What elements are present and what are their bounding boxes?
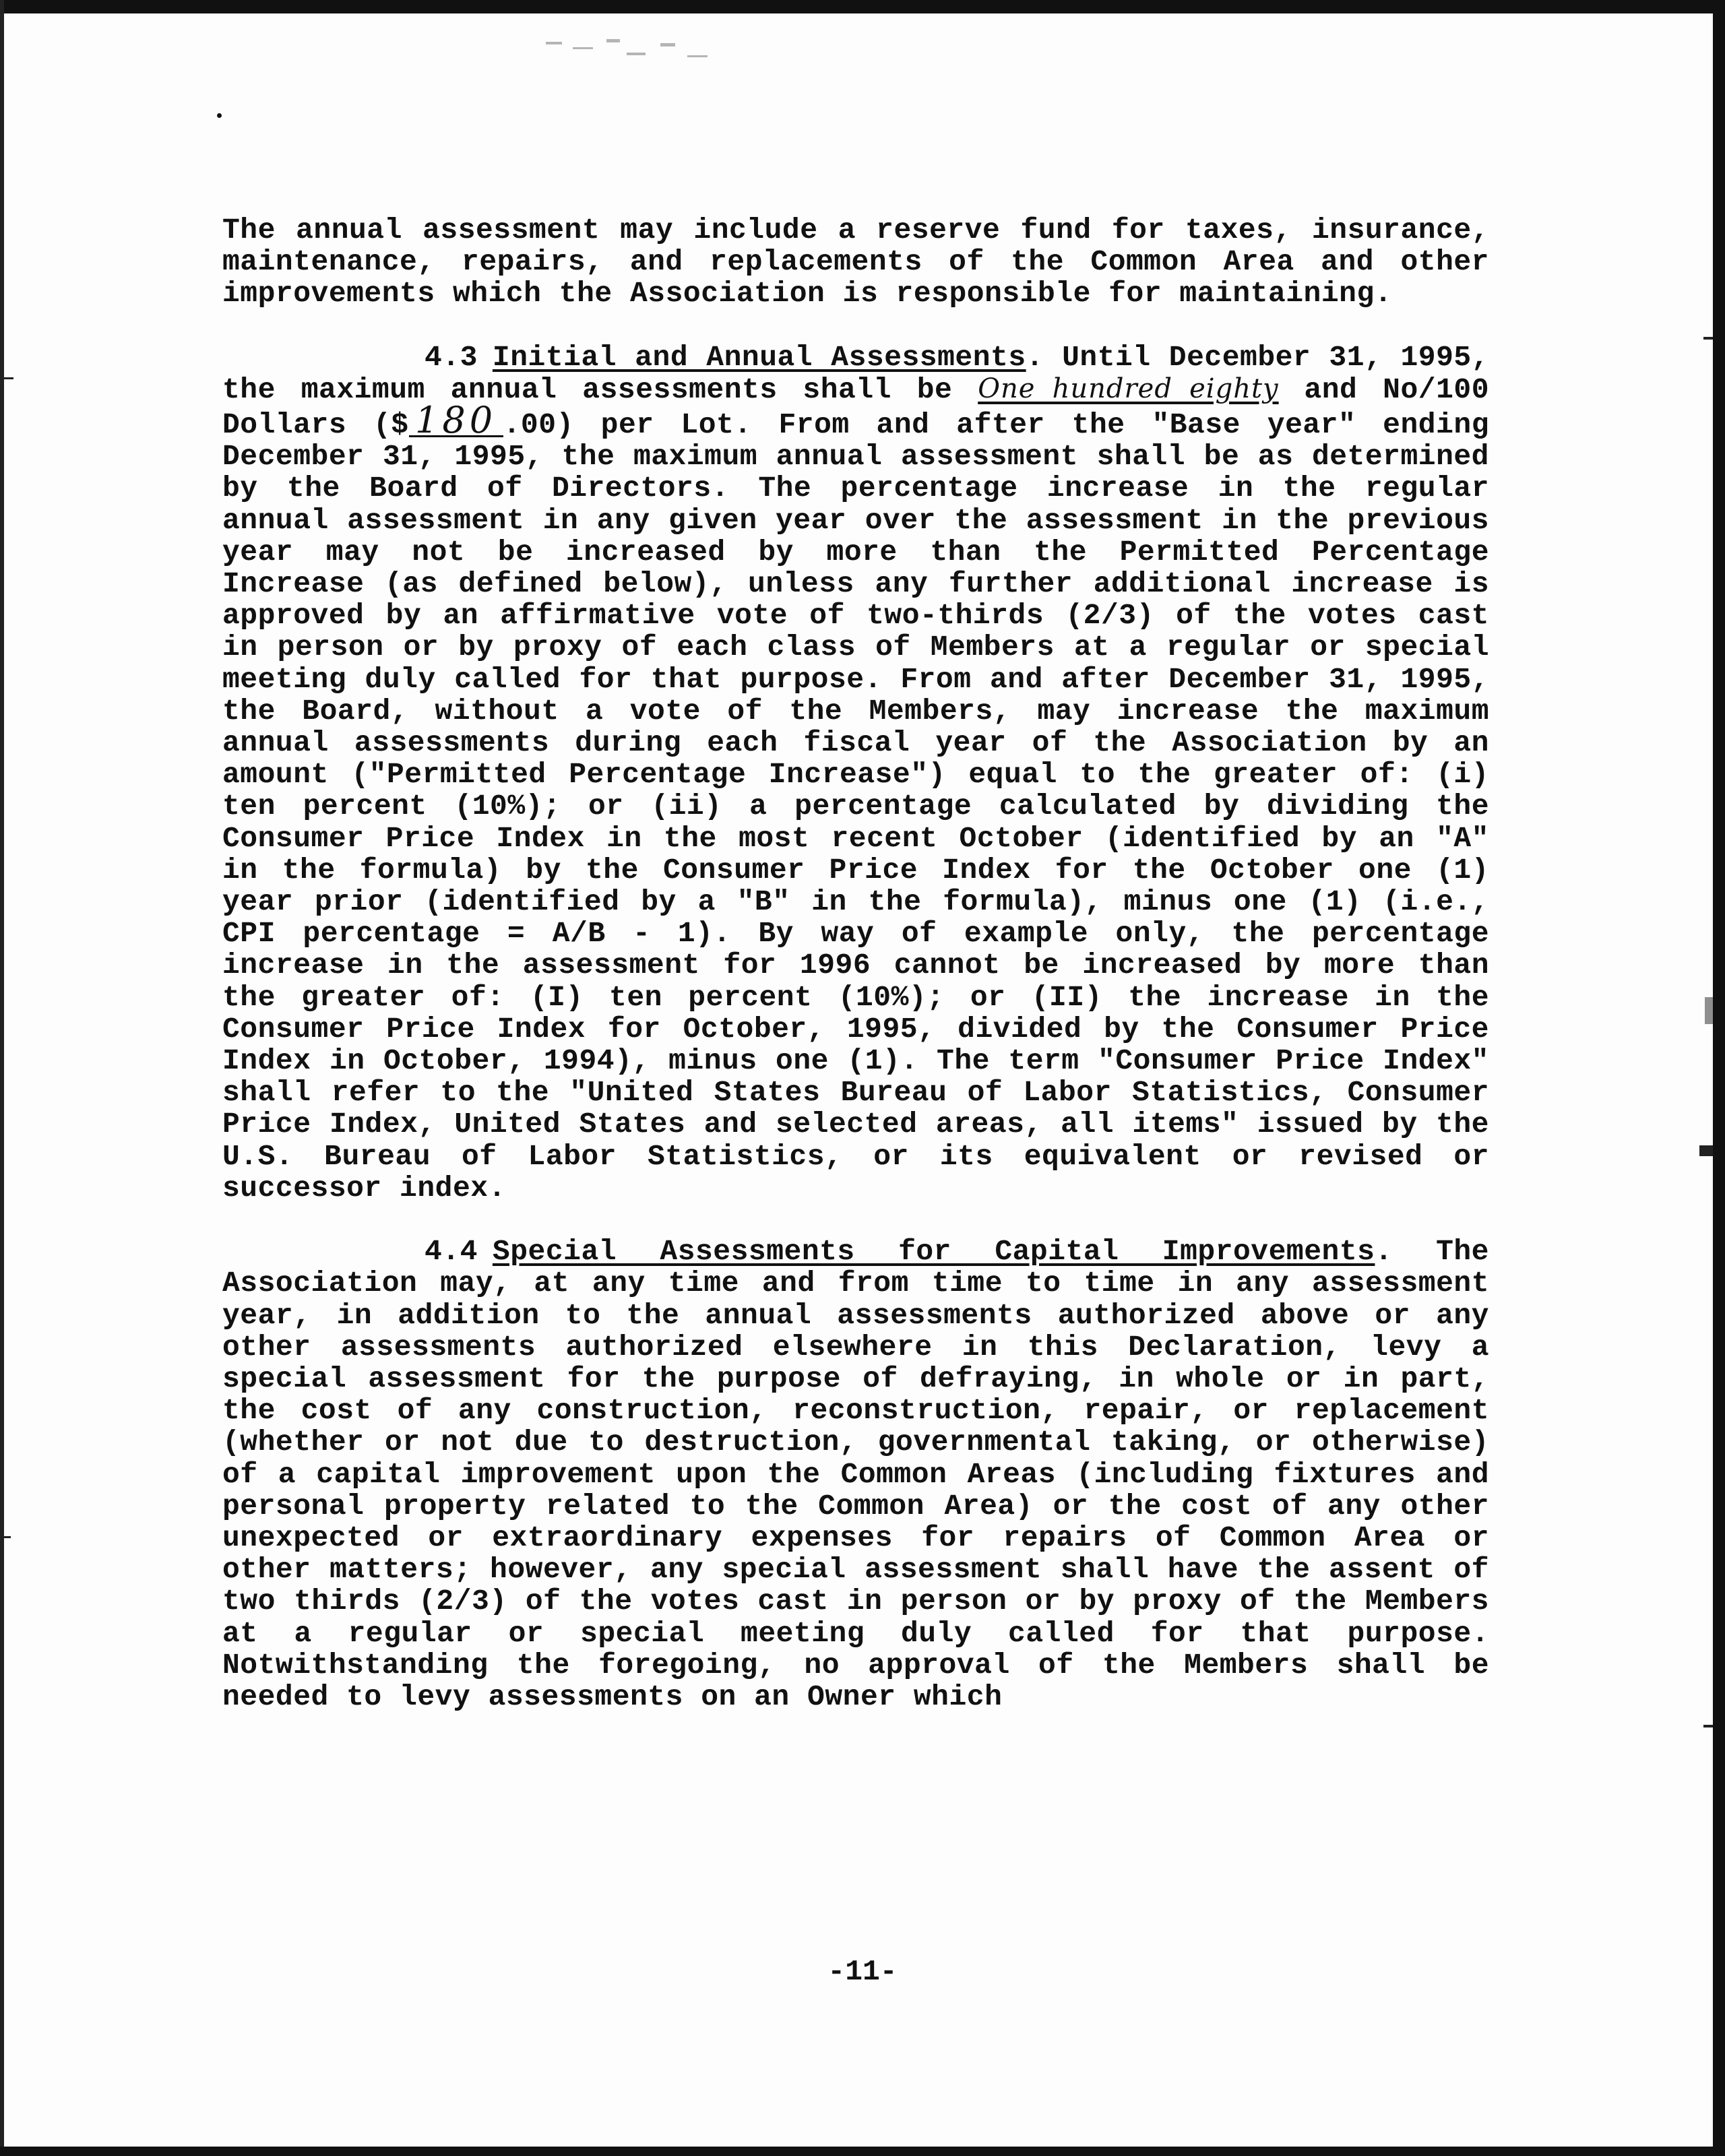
scan-speck xyxy=(1703,337,1713,340)
section-4-4-number: 4.4 xyxy=(425,1235,478,1269)
scan-border-left xyxy=(0,0,4,2156)
section-4-4-text: . The Association may, at any time and from time to time in any assessment year, in addition to the annual assessments authorized above or any other assessments authorized elsewhere in this Declaration, levy a special assessment for the purpose of defraying, in whole or in part, the cost of any construction, reconstruction, repair, or replacement (whether or not due to destruction, governmental taking, or otherwise) of a capital improvement upon the Common Areas (including fixtures and personal property related to the Common Area) or the cost of any other unexpected or extraordinary expenses for repairs of Common Area or other matters; however, any special assessment shall have the assent of two thirds (2/3) of the votes cast in person or by proxy of the Members at a regular or special meeting duly called for that purpose. Notwithstanding the foregoing, no approval of the Members shall be needed to levy assessments on an Owner which xyxy=(222,1235,1489,1713)
section-4-4-title: Special Assessments for Capital Improvements xyxy=(492,1235,1375,1269)
handwritten-amount-digits: 180 xyxy=(409,406,503,437)
scan-speck xyxy=(4,1536,11,1538)
handwritten-amount-words: One hundred eighty xyxy=(978,373,1279,404)
document-body xyxy=(222,214,1489,1713)
scan-speck xyxy=(1705,997,1713,1024)
header-smudge xyxy=(546,35,721,66)
section-4-3-text-start: . Until December 31, 1995, the maximum annual assessments shall be xyxy=(222,340,1489,406)
intro-paragraph: The annual assessment may include a reserve fund for taxes, insurance, maintenance, repairs, and replacements of the Common Area and other improvements which the Association is responsible for maintaining. xyxy=(222,214,1489,311)
section-4-4-paragraph xyxy=(222,1236,1489,1713)
scan-dot xyxy=(217,113,222,118)
scan-speck xyxy=(1699,1145,1713,1156)
scan-speck xyxy=(4,377,13,379)
section-4-3-dollars-prefix: and No/100 Dollars ($ xyxy=(222,373,1489,442)
section-4-3-number: 4.3 xyxy=(425,340,478,374)
section-4-3-paragraph xyxy=(222,342,1489,1204)
section-4-3-title: Initial and Annual Assessments xyxy=(492,340,1026,374)
section-4-3-text-rest: .00) per Lot. From and after the "Base year" ending December 31, 1995, the maximum annual assessment shall be as determined by the Board of Directors. The percentage increase in the regular annual assessment in any given year over the assessment in the previous year may not be increased by more than the Permitted Percentage Increase (as defined below), unless any further additional increase is approved by an affirmative vote of two-thirds (2/3) of the votes cast in person or by proxy of each class of Members at a regular or special meeting duly called for that purpose. From and after December 31, 1995, the Board, without a vote of the Members, may increase the maximum annual assessments during each fiscal year of the Association by an amount ("Permitted Percentage Increase") equal to the greater of: (i) ten percent (10%); or (ii) a percentage calculated by dividing the Consumer Price Index in the most recent October (identified by an "A" in the formula) by the Consumer Price Index for the October one (1) year prior (identified by a "B" in the formula), minus one (1) (i.e., CPI percentage = A/B - 1). By way of example only, the percentage increase in the assessment for 1996 cannot be increased by more than the greater of: (I) ten percent (10%); or (II) the increase in the Consumer Price Index for October, 1995, divided by the Consumer Price Index in October, 1994), minus one (1). The term "Consumer Price Index" shall refer to the "United States Bureau of Labor Statistics, Consumer Price Index, United States and selected areas, all items" issued by the U.S. Bureau of Labor Statistics, or its equivalent or revised or successor index. xyxy=(222,408,1490,1205)
scan-speck xyxy=(1703,1725,1713,1727)
scan-border-top xyxy=(0,0,1725,13)
scan-border-right xyxy=(1713,0,1725,2156)
scan-border-bottom xyxy=(0,2147,1725,2156)
page-number: -11- xyxy=(827,1955,898,1988)
